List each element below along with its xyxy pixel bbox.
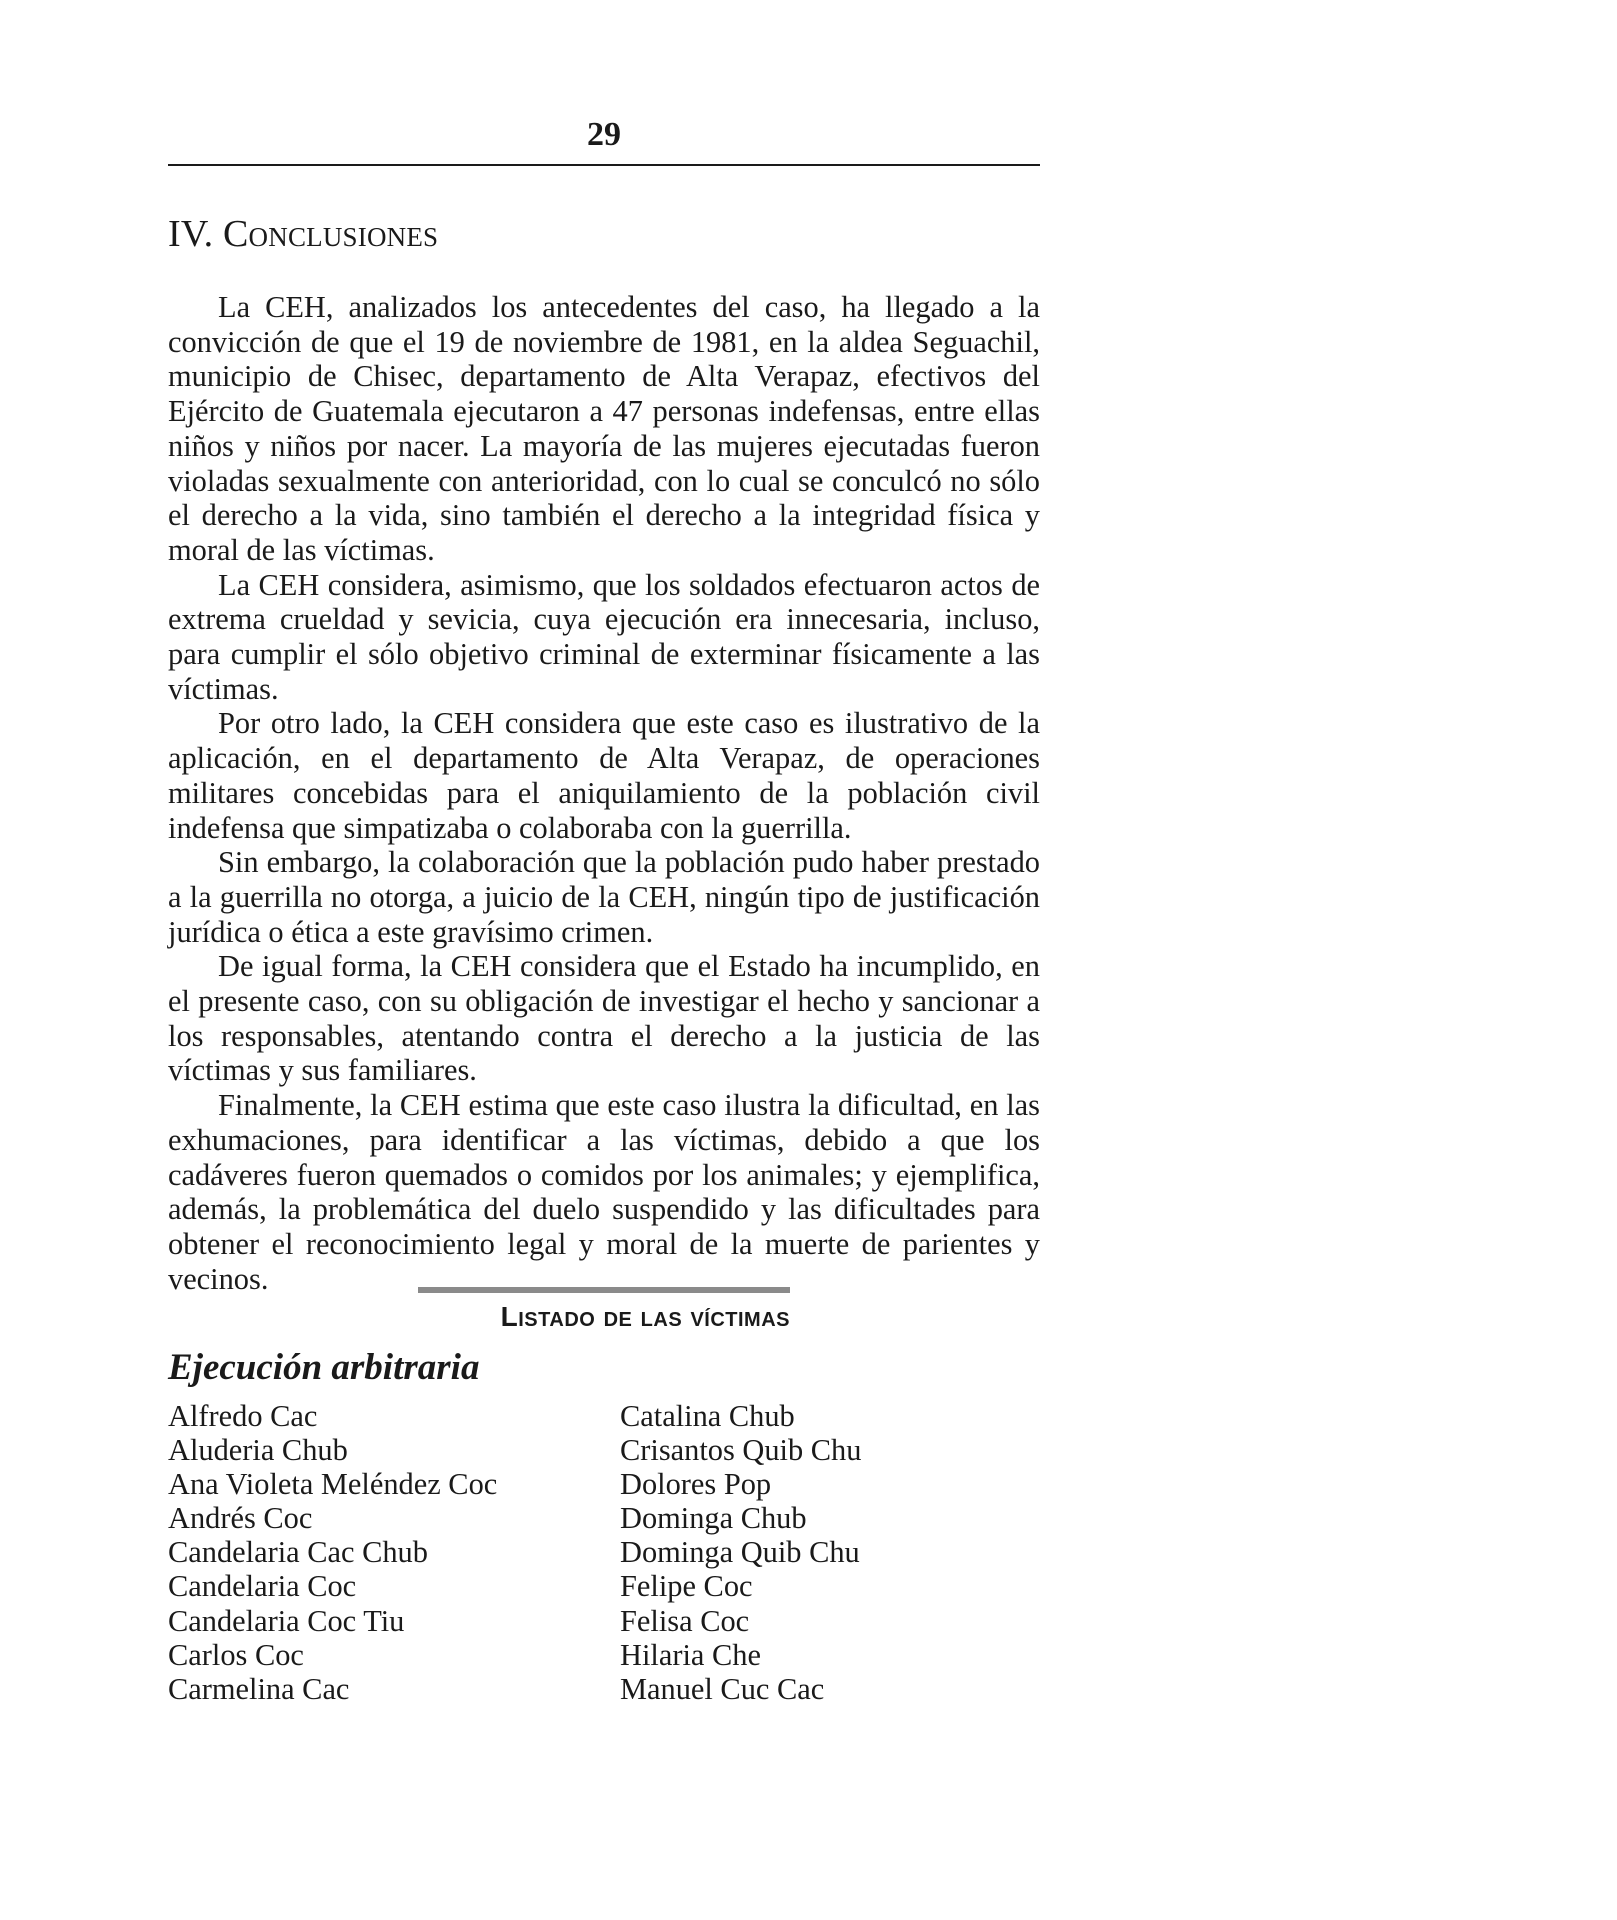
list-subtitle: Ejecución arbitraria [168, 1347, 480, 1388]
victim-name: Catalina Chub [620, 1399, 795, 1433]
victim-name: Ana Violeta Meléndez Coc [168, 1467, 498, 1502]
paragraph: De igual forma, la CEH considera que el Estado ha incumplido, en el presente caso, con su obligación de investigar el hecho y sancionar a los responsables, atentando contra el derecho a la justicia de las víctimas y sus familiares. [168, 949, 1040, 1088]
victim-name: Manuel Cuc Cac [620, 1671, 825, 1706]
page-number: 29 [587, 116, 621, 153]
victim-name: Alfredo Cac [168, 1399, 318, 1433]
victim-name: Dominga Quib Chu [620, 1535, 860, 1570]
victim-list-left [168, 1399, 497, 1706]
paragraph: La CEH, analizados los antecedentes del caso, ha llegado a la convicción de que el 19 de noviembre de 1981, en la aldea Seguachil, municipio de Chisec, departamento de Alta Verapaz, efectivos del Ejército de Guatemala ejecutaron a 47 personas indefensas, entre ellas niños y niños por nacer. La mayoría de las mujeres ejecutadas fueron violadas sexualmente con anterioridad, con lo cual se conculcó no sólo el derecho a la vida, sino también el derecho a la integridad física y moral de las víctimas. [168, 290, 1040, 567]
victim-name: Hilaria Che [620, 1637, 761, 1672]
victim-name: Crisantos Quib Chu [620, 1433, 862, 1468]
conclusions-body [168, 290, 1040, 1296]
paragraph: La CEH considera, asimismo, que los soldados efectuaron actos de extrema crueldad y sevicia, cuya ejecución era innecesaria, incluso, para cumplir el sólo objetivo criminal de exterminar físicamente a las víctimas. [168, 567, 1040, 706]
victim-name: Carlos Coc [168, 1637, 304, 1672]
header-rule [168, 164, 1040, 166]
victim-name: Candelaria Coc Tiu [168, 1603, 405, 1638]
paragraph: Finalmente, la CEH estima que este caso ilustra la dificultad, en las exhumaciones, para identificar a las víctimas, debido a que los cadáveres fueron quemados o comidos por los animales; y ejemplifica, además, la problemática del duelo suspendido y las dificultades para obtener el reconocimiento legal y moral de la muerte de parientes y vecinos. [168, 1088, 1040, 1296]
victim-name: Felipe Coc [620, 1569, 753, 1604]
victim-name: Aluderia Chub [168, 1433, 348, 1468]
victim-name: Dominga Chub [620, 1501, 807, 1536]
victim-name: Andrés Coc [168, 1501, 313, 1536]
victim-name: Dolores Pop [620, 1467, 772, 1502]
paragraph: Por otro lado, la CEH considera que este caso es ilustrativo de la aplicación, en el departamento de Alta Verapaz, de operaciones militares concebidas para el aniquilamiento de la población civil indefensa que simpatizaba o colaboraba con la guerrilla. [168, 706, 1040, 845]
victim-name: Candelaria Cac Chub [168, 1535, 428, 1570]
victim-list-right [620, 1399, 861, 1706]
section-title: IV. Conclusiones [168, 213, 439, 255]
victims-heading: Listado de las víctimas [500, 1301, 790, 1332]
victim-name: Candelaria Coc [168, 1569, 357, 1604]
paragraph: Sin embargo, la colaboración que la población pudo haber prestado a la guerrilla no otorga, a juicio de la CEH, ningún tipo de justificación jurídica o ética a este gravísimo crimen. [168, 845, 1040, 949]
victim-name: Felisa Coc [620, 1603, 750, 1638]
victim-name: Carmelina Cac [168, 1671, 350, 1706]
victims-heading-rule [418, 1287, 790, 1293]
